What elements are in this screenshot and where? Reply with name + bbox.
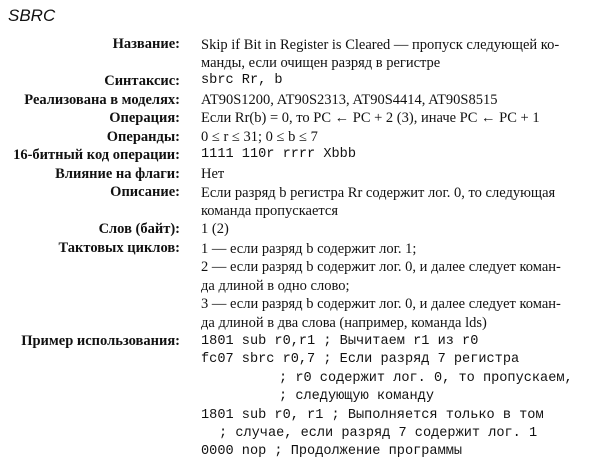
models-value: AT90S1200, AT90S2313, AT90S4414, AT90S8515: [201, 92, 498, 108]
example-label: Пример использования:: [21, 333, 180, 349]
code-line: 1801 sub r0,r1 ; Вычитаем r1 из r0: [201, 334, 479, 349]
models-label: Реализована в моделях:: [24, 92, 180, 108]
flags-label: Влияние на флаги:: [55, 166, 180, 182]
cycles-line: 1 — если разряд b содержит лог. 1;: [201, 241, 417, 257]
operation-value: Если Rr(b) = 0, то PC ← PC + 2 (3), иначе PC ← PC + 1: [201, 110, 540, 126]
description-line: команда пропускается: [201, 203, 339, 220]
cycles-line: 2 — если разряд b содержит лог. 0, и далее следует коман-: [201, 259, 561, 276]
code-line: 1801 sub r0, r1 ; Выполняется только в том: [201, 407, 544, 423]
cycles-value: [201, 240, 596, 332]
name-line: Skip if Bit in Register is Cleared — пропуск следующей ко-: [201, 37, 560, 53]
operands-label: Операнды:: [106, 129, 180, 145]
syntax-value: sbrc Rr, b: [201, 73, 283, 88]
opcode-label: 16-битный код операции:: [13, 147, 180, 163]
page-title: SBRC: [8, 6, 56, 25]
description-label: Описание:: [110, 184, 180, 200]
code-line: ; следующую команду: [279, 389, 434, 405]
syntax-label: Синтаксис:: [104, 73, 180, 89]
cycles-line: 3 — если разряд b содержит лог. 0, и далее следует коман-: [201, 296, 561, 313]
words-value: 1 (2): [201, 221, 229, 237]
code-line: 0000 nop ; Продолжение программы: [201, 444, 463, 460]
code-line: fc07 sbrc r0,7 ; Если разряд 7 регистра: [201, 352, 520, 368]
cycles-label: Тактовых циклов:: [58, 240, 180, 256]
operation-label: Операция:: [109, 110, 180, 126]
opcode-value: 1111 110r rrrr Xbbb: [201, 147, 356, 162]
example-code: [201, 333, 596, 462]
description-line: Если разряд b регистра Rr содержит лог. 0, то следующая: [201, 185, 556, 201]
words-label: Слов (байт):: [98, 221, 180, 237]
name-value: [201, 36, 596, 73]
name-label: Название:: [112, 36, 180, 52]
description-value: [201, 184, 596, 221]
code-line: ; случае, если разряд 7 содержит лог. 1: [219, 425, 538, 441]
operands-value: 0 ≤ r ≤ 31; 0 ≤ b ≤ 7: [201, 129, 318, 145]
flags-value: Нет: [201, 166, 225, 182]
cycles-line: да длиной в два слова (например, команда lds): [201, 314, 487, 331]
cycles-line: да длиной в одно слово;: [201, 277, 350, 294]
name-line: манды, если очищен разряд в регистре: [201, 55, 441, 72]
code-line: ; r0 содержит лог. 0, то пропускаем,: [279, 370, 573, 386]
